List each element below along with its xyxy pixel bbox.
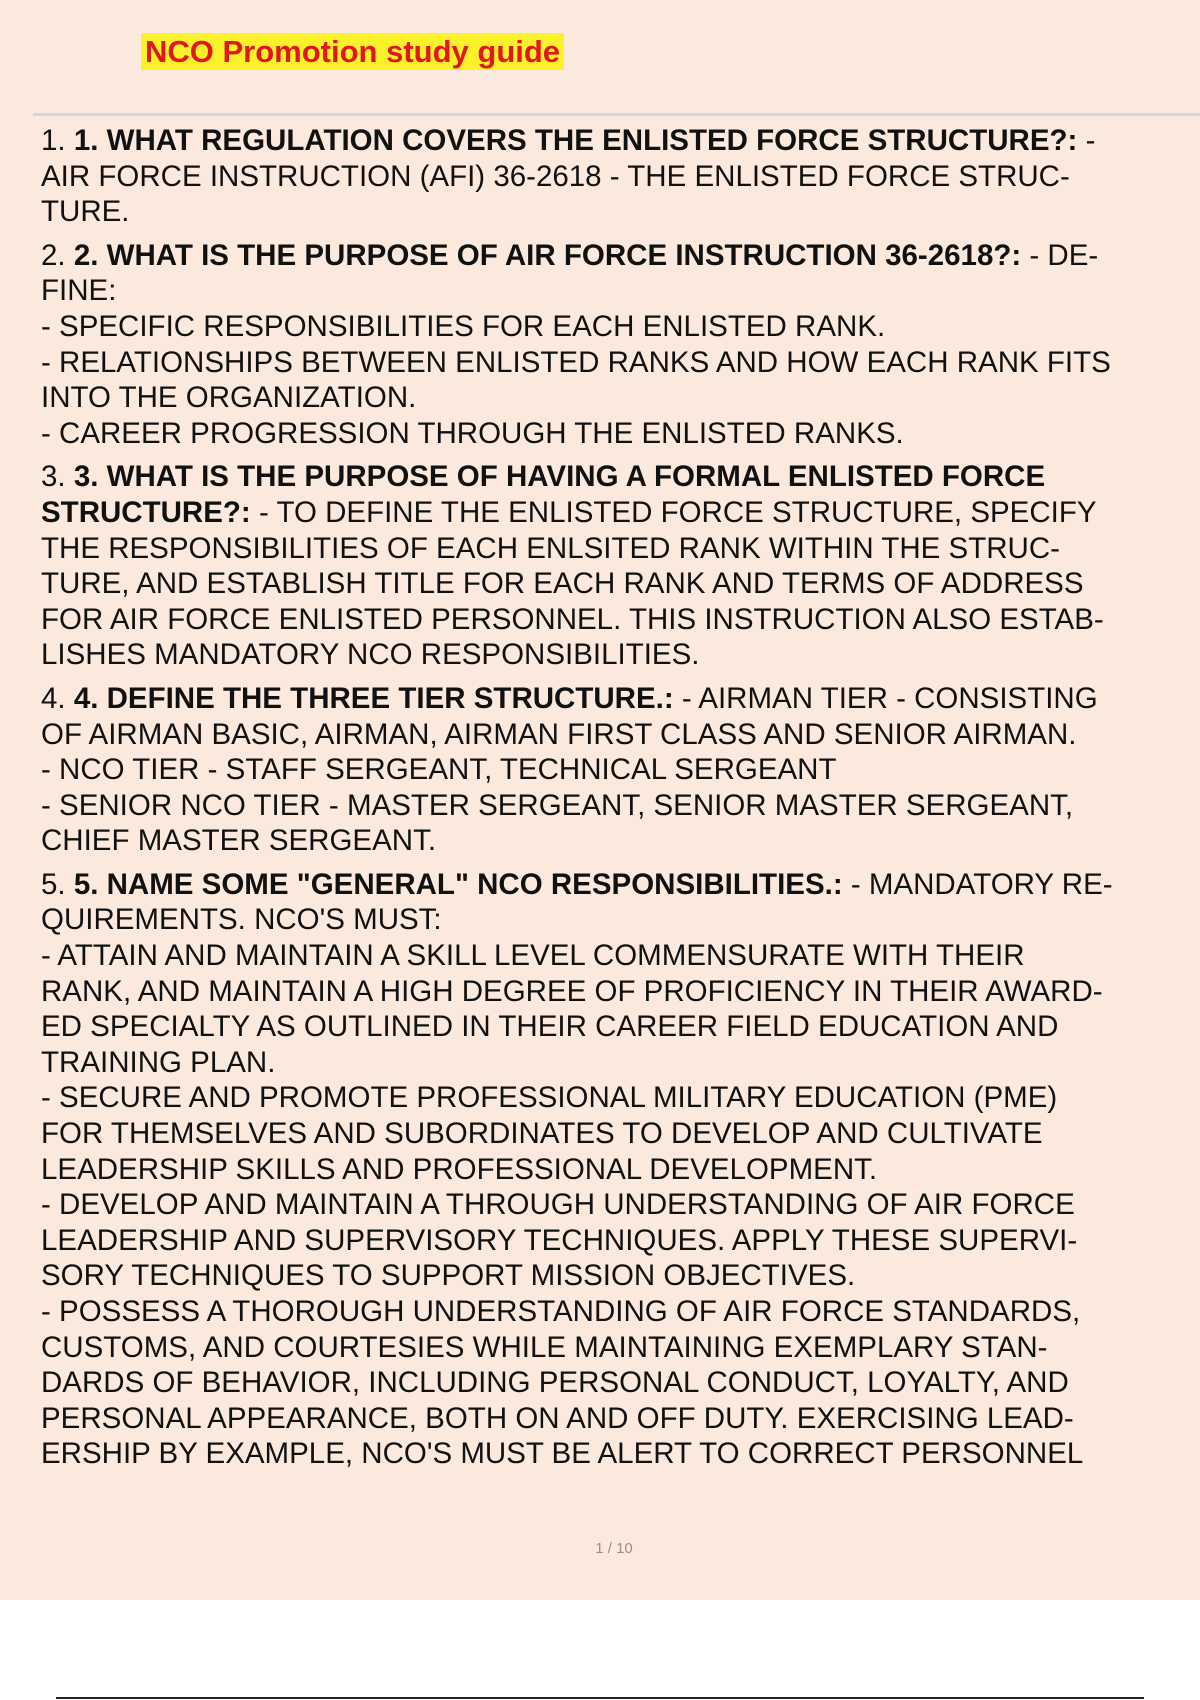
study-item-3-second-line <box>41 495 1193 531</box>
answer-start: - AIRMAN TIER - CONSISTING <box>681 681 1098 715</box>
answer-line: FOR THEMSELVES AND SUBORDINATES TO DEVELOP AND CULTIVATE <box>41 1117 1043 1151</box>
study-item-2 <box>41 238 1193 452</box>
study-item-2-first-line <box>41 238 1193 274</box>
answer-line: - ATTAIN AND MAINTAIN A SKILL LEVEL COMMENSURATE WITH THEIR <box>41 939 1025 973</box>
answer-line: - POSSESS A THOROUGH UNDERSTANDING OF AIR FORCE STANDARDS, <box>41 1295 1081 1328</box>
question-text: 4. DEFINE THE THREE TIER STRUCTURE.: <box>73 681 674 715</box>
answer-line: TRAINING PLAN. <box>41 1045 276 1079</box>
item-number: 5. <box>41 867 66 901</box>
page-title: NCO Promotion study guide <box>141 33 564 70</box>
item-number: 4. <box>41 681 66 715</box>
answer-line: FOR AIR FORCE ENLISTED PERSONNEL. THIS INSTRUCTION ALSO ESTAB- <box>41 602 1104 636</box>
page-number: 1 / 10 <box>595 1540 633 1557</box>
answer-line: QUIREMENTS. NCO'S MUST: <box>41 903 442 937</box>
answer-line: - RELATIONSHIPS BETWEEN ENLISTED RANKS AND HOW EACH RANK FITS <box>41 345 1111 379</box>
answer-line: ERSHIP BY EXAMPLE, NCO'S MUST BE ALERT TO CORRECT PERSONNEL <box>41 1437 1084 1471</box>
answer-line: DARDS OF BEHAVIOR, INCLUDING PERSONAL CONDUCT, LOYALTY, AND <box>41 1366 1069 1400</box>
answer-line: - CAREER PROGRESSION THROUGH THE ENLISTED RANKS. <box>41 416 904 450</box>
footer-divider <box>56 1697 1144 1699</box>
answer-line: - SPECIFIC RESPONSIBILITIES FOR EACH ENLISTED RANK. <box>41 309 886 343</box>
answer-line: PERSONAL APPEARANCE, BOTH ON AND OFF DUTY. EXERCISING LEAD- <box>41 1401 1074 1435</box>
question-text: 1. WHAT REGULATION COVERS THE ENLISTED FORCE STRUCTURE?: <box>73 124 1078 157</box>
study-item-1-first-line <box>41 123 1193 159</box>
answer-start: - <box>1085 124 1096 157</box>
answer-line: SORY TECHNIQUES TO SUPPORT MISSION OBJECTIVES. <box>41 1259 856 1293</box>
answer-start: - DE- <box>1029 238 1099 272</box>
answer-line: LISHES MANDATORY NCO RESPONSIBILITIES. <box>41 638 700 672</box>
study-item-4-first-line <box>41 681 1193 717</box>
study-guide-content <box>41 123 1193 1480</box>
answer-line: - SECURE AND PROMOTE PROFESSIONAL MILITARY EDUCATION (PME) <box>41 1081 1058 1115</box>
question-text: 2. WHAT IS THE PURPOSE OF AIR FORCE INSTRUCTION 36-2618?: <box>73 238 1022 272</box>
question-text-continued: STRUCTURE?: <box>41 495 251 529</box>
answer-line: INTO THE ORGANIZATION. <box>41 381 417 415</box>
answer-line: FINE: <box>41 274 117 308</box>
answer-line: LEADERSHIP SKILLS AND PROFESSIONAL DEVELOPMENT. <box>41 1152 878 1186</box>
answer-line: THE RESPONSIBILITIES OF EACH ENLSITED RANK WITHIN THE STRUC- <box>41 531 1060 565</box>
answer-line: CUSTOMS, AND COURTESIES WHILE MAINTAINING EXEMPLARY STAN- <box>41 1330 1048 1364</box>
study-item-5 <box>41 867 1193 1472</box>
answer-line: - DEVELOP AND MAINTAIN A THROUGH UNDERSTANDING OF AIR FORCE <box>41 1188 1075 1222</box>
answer-line: - SENIOR NCO TIER - MASTER SERGEANT, SENIOR MASTER SERGEANT, <box>41 788 1074 822</box>
answer-start: - MANDATORY RE- <box>850 867 1113 901</box>
answer-line: ED SPECIALTY AS OUTLINED IN THEIR CAREER FIELD EDUCATION AND <box>41 1010 1059 1044</box>
answer-line: LEADERSHIP AND SUPERVISORY TECHNIQUES. APPLY THESE SUPERVI- <box>41 1223 1078 1257</box>
question-text: 5. NAME SOME "GENERAL" NCO RESPONSIBILITIES.: <box>73 867 843 901</box>
answer-line: CHIEF MASTER SERGEANT. <box>41 824 437 858</box>
study-item-1 <box>41 123 1193 230</box>
answer-line: RANK, AND MAINTAIN A HIGH DEGREE OF PROFICIENCY IN THEIR AWARD- <box>41 974 1103 1008</box>
item-number: 1. <box>41 124 66 157</box>
answer-line: TURE, AND ESTABLISH TITLE FOR EACH RANK AND TERMS OF ADDRESS <box>41 567 1084 601</box>
study-item-3-first-line <box>41 459 1193 495</box>
answer-line: - NCO TIER - STAFF SERGEANT, TECHNICAL SERGEANT <box>41 753 837 787</box>
answer-line: AIR FORCE INSTRUCTION (AFI) 36-2618 - THE ENLISTED FORCE STRUC- <box>41 159 1070 193</box>
item-number: 2. <box>41 238 66 272</box>
item-number: 3. <box>41 460 66 494</box>
answer-line: TURE. <box>41 195 130 229</box>
title-divider <box>33 113 1200 116</box>
answer-line: OF AIRMAN BASIC, AIRMAN, AIRMAN FIRST CLASS AND SENIOR AIRMAN. <box>41 717 1077 751</box>
answer-start: - TO DEFINE THE ENLISTED FORCE STRUCTURE, SPECIFY <box>258 495 1097 529</box>
study-item-4 <box>41 681 1193 859</box>
study-item-5-first-line <box>41 867 1193 903</box>
study-item-3 <box>41 459 1193 673</box>
question-text: 3. WHAT IS THE PURPOSE OF HAVING A FORMAL ENLISTED FORCE <box>73 460 1046 494</box>
